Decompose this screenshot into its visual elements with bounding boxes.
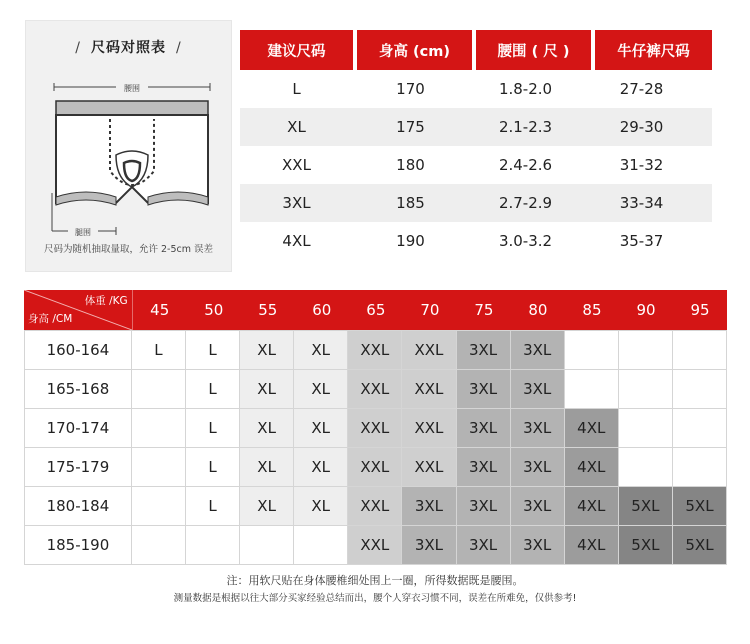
- size-grid-cell: XL: [294, 370, 348, 408]
- header-waist: 腰围 ( 尺 ): [476, 30, 591, 70]
- title-slash-right: /: [176, 40, 182, 56]
- size-grid-cell: XXL: [348, 526, 402, 564]
- size-grid-cell: [619, 409, 673, 447]
- size-grid-cell: [132, 487, 186, 525]
- size-grid-cell: 5XL: [673, 487, 727, 525]
- size-grid-cell: 3XL: [457, 331, 511, 369]
- size-grid-cell: [673, 331, 727, 369]
- size-grid-cell: XXL: [348, 448, 402, 486]
- height-cell: 170: [396, 80, 425, 98]
- size-grid-cell: [673, 409, 727, 447]
- weight-height-size-grid: [24, 290, 727, 565]
- size-grid-cell: XL: [294, 487, 348, 525]
- size-grid-cell: 3XL: [402, 526, 456, 564]
- size-reference-card: [25, 20, 232, 272]
- weight-col-header: 70: [420, 301, 440, 319]
- size-grid-cell: 3XL: [511, 448, 565, 486]
- size-grid-cell: [565, 331, 619, 369]
- waist-cell: 2.7-2.9: [498, 194, 553, 212]
- size-grid-cell: 3XL: [511, 370, 565, 408]
- size-grid-cell: XXL: [402, 448, 456, 486]
- weight-col-header: 75: [474, 301, 494, 319]
- size-cell: XL: [287, 118, 306, 136]
- grid-row: [24, 448, 727, 487]
- reference-title: [26, 37, 231, 57]
- size-grid-cell: 3XL: [402, 487, 456, 525]
- reference-disclaimer: 测量数据是根据以往大部分买家经验总结而出，腰个人穿衣习惯不同，误差在所难免，仅供参考!: [173, 593, 577, 604]
- size-grid-cell: 3XL: [457, 487, 511, 525]
- size-grid-cell: [673, 370, 727, 408]
- size-grid-cell: XXL: [348, 409, 402, 447]
- jeans-cell: 35-37: [619, 232, 664, 250]
- grid-row: [24, 526, 727, 565]
- size-grid-cell: 3XL: [511, 487, 565, 525]
- height-range-cell: 180-184: [24, 487, 132, 525]
- grid-row: [24, 330, 727, 370]
- leg-label: 腿围: [75, 228, 91, 237]
- size-grid-cell: 5XL: [673, 526, 727, 564]
- height-axis-label: 身高 /CM: [28, 313, 73, 325]
- height-range-cell: 165-168: [24, 370, 132, 408]
- boxer-brief-diagram: [46, 75, 218, 245]
- waist-cell: 3.0-3.2: [498, 232, 553, 250]
- size-grid-cell: XL: [240, 370, 294, 408]
- size-grid-cell: [565, 370, 619, 408]
- size-grid-cell: [186, 526, 240, 564]
- grid-header: [24, 290, 727, 330]
- weight-col-header: 80: [528, 301, 548, 319]
- suggested-size-table: [240, 30, 712, 260]
- size-grid-cell: [294, 526, 348, 564]
- size-grid-cell: 4XL: [565, 409, 619, 447]
- size-grid-cell: 5XL: [619, 526, 673, 564]
- waist-cell: 2.4-2.6: [498, 156, 553, 174]
- size-grid-cell: XL: [294, 409, 348, 447]
- grid-row: [24, 409, 727, 448]
- size-grid-cell: XXL: [348, 370, 402, 408]
- size-grid-cell: [673, 448, 727, 486]
- size-grid-cell: [240, 526, 294, 564]
- size-grid-cell: 3XL: [511, 526, 565, 564]
- weight-col-header: 60: [312, 301, 332, 319]
- size-grid-cell: XL: [240, 448, 294, 486]
- header-suggested-size: 建议尺码: [240, 30, 353, 70]
- jeans-cell: 29-30: [619, 118, 664, 136]
- jeans-cell: 31-32: [619, 156, 664, 174]
- size-cell: L: [292, 80, 301, 98]
- size-grid-cell: 3XL: [457, 409, 511, 447]
- size-grid-cell: XXL: [402, 370, 456, 408]
- size-cell: 3XL: [282, 194, 311, 212]
- weight-axis-label: 体重 /KG: [84, 295, 128, 307]
- size-grid-cell: L: [186, 487, 240, 525]
- size-grid-cell: 3XL: [457, 526, 511, 564]
- size-row: [240, 184, 712, 222]
- grid-row: [24, 487, 727, 526]
- waist-measuring-note: 注：用软尺贴在身体腰椎细处围上一圈，所得数据既是腰围。: [226, 574, 524, 587]
- waist-cell: 1.8-2.0: [498, 80, 553, 98]
- size-grid-cell: XXL: [402, 331, 456, 369]
- size-grid-cell: L: [132, 331, 186, 369]
- size-grid-cell: 3XL: [457, 370, 511, 408]
- size-grid-cell: XL: [294, 331, 348, 369]
- weight-col-header: 85: [582, 301, 602, 319]
- header-height: 身高 (cm): [357, 30, 472, 70]
- size-grid-cell: 5XL: [619, 487, 673, 525]
- height-cell: 190: [396, 232, 425, 250]
- size-grid-cell: [619, 370, 673, 408]
- weight-col-header: 55: [258, 301, 278, 319]
- size-row: [240, 70, 712, 108]
- jeans-cell: 33-34: [619, 194, 664, 212]
- size-grid-cell: [132, 409, 186, 447]
- size-grid-cell: L: [186, 448, 240, 486]
- size-cell: XXL: [282, 156, 311, 174]
- header-jeans-size: 牛仔裤尺码: [595, 30, 712, 70]
- weight-col-header: 95: [690, 301, 710, 319]
- size-grid-cell: L: [186, 370, 240, 408]
- size-grid-cell: XXL: [402, 409, 456, 447]
- reference-title-text: 尺码对照表: [91, 40, 166, 56]
- size-grid-cell: L: [186, 409, 240, 447]
- weight-col-header: 90: [636, 301, 656, 319]
- size-grid-cell: [619, 331, 673, 369]
- size-grid-cell: L: [186, 331, 240, 369]
- height-range-cell: 175-179: [24, 448, 132, 486]
- height-range-cell: 170-174: [24, 409, 132, 447]
- weight-col-header: 65: [366, 301, 386, 319]
- waist-label: 腰围: [124, 84, 140, 93]
- height-range-cell: 185-190: [24, 526, 132, 564]
- size-cell: 4XL: [282, 232, 311, 250]
- grid-body: [24, 330, 727, 565]
- size-grid-cell: XL: [294, 448, 348, 486]
- size-grid-cell: XL: [240, 331, 294, 369]
- size-grid-cell: 4XL: [565, 487, 619, 525]
- size-table-header: [240, 30, 712, 70]
- height-range-cell: 160-164: [24, 331, 132, 369]
- size-grid-cell: XXL: [348, 331, 402, 369]
- title-slash-left: /: [75, 40, 81, 56]
- size-grid-cell: [132, 370, 186, 408]
- height-cell: 180: [396, 156, 425, 174]
- size-grid-cell: 3XL: [511, 409, 565, 447]
- size-grid-cell: [132, 448, 186, 486]
- size-grid-cell: [132, 526, 186, 564]
- size-grid-cell: [619, 448, 673, 486]
- size-grid-cell: XL: [240, 409, 294, 447]
- weight-col-header: 45: [150, 301, 170, 319]
- measurement-tolerance-note: 尺码为随机抽取量取，允许 2-5cm 误差: [43, 244, 214, 255]
- size-row: [240, 146, 712, 184]
- waist-cell: 2.1-2.3: [498, 118, 553, 136]
- grid-corner-cell: [24, 290, 133, 330]
- size-grid-cell: 3XL: [457, 448, 511, 486]
- size-row: [240, 108, 712, 146]
- size-grid-cell: XL: [240, 487, 294, 525]
- weight-col-header: 50: [204, 301, 224, 319]
- size-grid-cell: 3XL: [511, 331, 565, 369]
- size-grid-cell: XXL: [348, 487, 402, 525]
- size-grid-cell: 4XL: [565, 526, 619, 564]
- size-row: [240, 222, 712, 260]
- jeans-cell: 27-28: [619, 80, 664, 98]
- grid-row: [24, 370, 727, 409]
- height-cell: 185: [396, 194, 425, 212]
- height-cell: 175: [396, 118, 425, 136]
- size-grid-cell: 4XL: [565, 448, 619, 486]
